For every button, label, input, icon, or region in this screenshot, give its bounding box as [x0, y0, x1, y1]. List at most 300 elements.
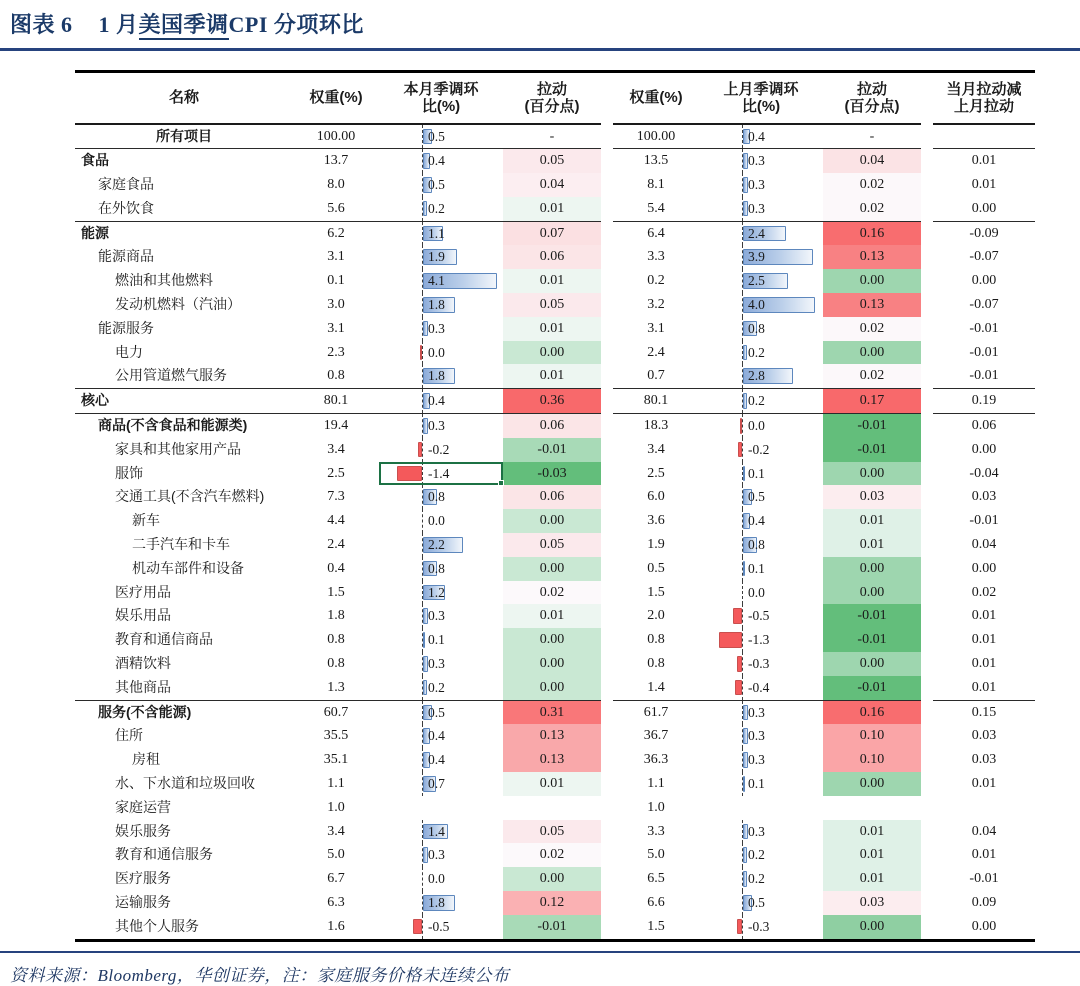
table-row: [75, 414, 1035, 438]
table-row: [75, 604, 1035, 628]
mom-bar-cell: [699, 581, 823, 605]
source-note: 资料来源：Bloomberg，华创证券，注：家庭服务价格未连续公布: [10, 966, 510, 986]
mom-value-label: 0.3: [748, 200, 765, 216]
title-divider-rule: [0, 48, 1080, 51]
item-name: 能源: [81, 224, 109, 241]
mom-value-label: 1.8: [428, 368, 445, 384]
pull-current-cell: 0.00: [503, 628, 601, 652]
item-name: 其他商品: [115, 678, 171, 695]
weight-current-cell: 3.4: [327, 823, 345, 839]
name-cell: [75, 485, 293, 509]
name-cell: [75, 557, 293, 581]
column-group-gap: [601, 652, 613, 676]
weight-current-cell: 4.4: [327, 513, 345, 529]
table-row: [75, 724, 1035, 748]
mom-bar-cell: [379, 748, 503, 772]
mom-value-label: 4.1: [428, 273, 445, 289]
name-cell: [75, 604, 293, 628]
item-name: 商品(不含食品和能源类): [98, 417, 248, 434]
mom-value-label: 0.4: [428, 728, 445, 744]
pull-diff-cell: -0.01: [933, 364, 1035, 388]
weight-current-cell: 3.4: [327, 441, 345, 457]
mom-bar-cell: [379, 772, 503, 796]
name-cell: [75, 796, 293, 820]
mom-value-label: -0.5: [428, 918, 450, 934]
positive-data-bar: [743, 345, 747, 361]
weight-prior-cell: 100.00: [613, 124, 699, 149]
pull-diff-cell: 0.01: [971, 847, 997, 863]
header-row: [75, 72, 1035, 124]
negative-data-bar: [420, 345, 422, 361]
column-group-gap: [601, 317, 613, 341]
item-name: 核心: [81, 392, 109, 409]
weight-prior-cell: 2.0: [647, 608, 665, 624]
column-group-gap: [601, 197, 613, 221]
mom-value-label: 0.2: [748, 344, 765, 360]
item-name: 二手汽车和卡车: [132, 536, 230, 553]
mom-bar-cell: [379, 700, 503, 724]
column-group-gap: [921, 891, 933, 915]
pull-diff-cell: -0.01: [969, 871, 999, 887]
mom-bar-cell: [379, 843, 503, 867]
table-row: [75, 700, 1035, 724]
pull-diff-cell: 0.00: [971, 441, 997, 457]
pull-diff-cell: 0.04: [971, 537, 997, 553]
pull-diff-cell: 0.03: [971, 752, 997, 768]
mom-value-label: 0.0: [428, 344, 445, 360]
pull-diff-cell: 0.01: [971, 177, 997, 193]
pull-prior-cell: [823, 796, 921, 820]
table-row: [75, 652, 1035, 676]
mom-value-label: 0.2: [748, 393, 765, 409]
name-cell: [75, 197, 293, 221]
pull-current-cell: 0.12: [503, 891, 601, 915]
name-cell: [75, 867, 293, 891]
name-cell: [75, 915, 293, 940]
name-cell: [75, 317, 293, 341]
column-group-gap: [921, 221, 933, 245]
pull-diff-cell: -0.07: [969, 297, 999, 313]
name-cell: [75, 364, 293, 388]
column-group-gap: [601, 173, 613, 197]
weight-current-cell: 0.8: [327, 656, 345, 672]
weight-prior-cell: 0.2: [647, 273, 665, 289]
mom-bar-cell: [699, 269, 823, 293]
mom-value-label: 0.1: [748, 776, 765, 792]
column-group-gap: [921, 604, 933, 628]
mom-value-label: 0.4: [748, 513, 765, 529]
pull-current-cell: [503, 796, 601, 820]
mom-bar-cell: [379, 317, 503, 341]
name-cell: [75, 652, 293, 676]
pull-prior-cell: -0.01: [823, 438, 921, 462]
pull-current-cell: 0.36: [503, 389, 601, 414]
mom-value-label: 0.8: [428, 560, 445, 576]
name-cell: [75, 389, 293, 414]
col-header-name: 名称: [75, 72, 293, 124]
pull-diff-cell: 0.03: [971, 489, 997, 505]
column-group-gap: [921, 867, 933, 891]
mom-bar-cell: [379, 867, 503, 891]
column-group-gap: [601, 772, 613, 796]
name-cell: [75, 676, 293, 700]
mom-bar-cell: [699, 124, 823, 149]
pull-diff-cell: 0.01: [971, 632, 997, 648]
name-cell: [75, 124, 293, 149]
weight-current-cell: 100.00: [293, 124, 379, 149]
name-cell: [75, 628, 293, 652]
name-cell: [75, 438, 293, 462]
weight-prior-cell: 36.7: [643, 728, 669, 744]
mom-value-label: -0.5: [748, 608, 770, 624]
mom-value-label: 0.3: [428, 320, 445, 336]
weight-prior-cell: 0.8: [647, 656, 665, 672]
zero-axis-line: [742, 438, 743, 462]
item-name: 娱乐用品: [115, 607, 171, 624]
table-row: [75, 221, 1035, 245]
item-name: 服饰: [115, 464, 143, 481]
weight-prior-cell: 5.0: [647, 847, 665, 863]
pull-current-cell: 0.31: [503, 700, 601, 724]
column-group-gap: [921, 533, 933, 557]
mom-bar-cell: [699, 652, 823, 676]
column-group-gap: [921, 462, 933, 486]
pull-diff-cell: 0.01: [933, 676, 1035, 700]
mom-value-label: 0.0: [428, 871, 445, 887]
mom-value-label: 0.4: [748, 128, 765, 144]
pull-diff-cell: -0.09: [969, 225, 999, 241]
mom-bar-cell: [379, 796, 503, 820]
pull-current-cell: 0.00: [503, 676, 601, 700]
pull-current-cell: 0.01: [503, 317, 601, 341]
excel-selection-border: [379, 462, 503, 486]
zero-axis-line: [742, 652, 743, 676]
table-row: [75, 245, 1035, 269]
column-group-gap: [601, 509, 613, 533]
weight-prior-cell: 3.6: [647, 513, 665, 529]
column-group-gap: [921, 245, 933, 269]
table-row: [75, 269, 1035, 293]
column-group-gap: [601, 843, 613, 867]
column-group-gap: [601, 149, 613, 173]
item-name: 家庭食品: [98, 176, 154, 193]
positive-data-bar: [743, 561, 745, 577]
table-row: [75, 533, 1035, 557]
negative-data-bar: [418, 442, 422, 458]
mom-bar-cell: [379, 485, 503, 509]
mom-value-label: 0.5: [748, 489, 765, 505]
table-row: [75, 389, 1035, 414]
pull-current-cell: 0.07: [503, 221, 601, 245]
mom-bar-cell: [699, 557, 823, 581]
mom-bar-cell: [699, 628, 823, 652]
mom-value-label: 1.9: [428, 249, 445, 265]
item-name: 能源商品: [98, 248, 154, 265]
weight-current-cell: 3.1: [327, 320, 345, 336]
mom-bar-cell: [699, 772, 823, 796]
mom-bar-cell: [379, 915, 503, 940]
mom-bar-cell: [699, 533, 823, 557]
weight-current-cell: 13.7: [323, 153, 349, 169]
mom-value-label: 0.1: [748, 465, 765, 481]
weight-current-cell: 1.1: [327, 776, 345, 792]
item-name: 电力: [115, 343, 143, 360]
pull-current-cell: 0.00: [503, 341, 601, 365]
weight-current-cell: 0.1: [327, 273, 345, 289]
weight-current-cell: 2.5: [327, 465, 345, 481]
weight-prior-cell: 6.0: [647, 489, 665, 505]
pull-prior-cell: 0.00: [823, 557, 921, 581]
mom-value-label: 0.3: [748, 177, 765, 193]
name-cell: [75, 293, 293, 317]
column-group-gap: [921, 317, 933, 341]
pull-diff-cell: 0.06: [971, 418, 997, 434]
column-group-gap: [921, 676, 933, 700]
pull-current-cell: -0.01: [503, 438, 601, 462]
pull-diff-cell: 0.02: [971, 584, 997, 600]
table-row: [75, 341, 1035, 365]
table-row: [75, 509, 1035, 533]
weight-current-cell: 8.0: [327, 177, 345, 193]
weight-prior-cell: 13.5: [643, 153, 669, 169]
pull-prior-cell: 0.00: [823, 341, 921, 365]
zero-axis-line: [422, 438, 423, 462]
pull-prior-cell: 0.01: [823, 867, 921, 891]
title-underlined: 美国季调: [139, 12, 229, 40]
zero-axis-line: [422, 867, 423, 891]
weight-current-cell: 7.3: [327, 489, 345, 505]
pull-prior-cell: 0.00: [823, 652, 921, 676]
item-name: 医疗服务: [115, 870, 171, 887]
mom-bar-cell: [699, 509, 823, 533]
pull-prior-cell: 0.10: [823, 724, 921, 748]
column-group-gap: [601, 915, 613, 940]
column-group-gap: [921, 700, 933, 724]
pull-prior-cell: 0.02: [823, 317, 921, 341]
mom-value-label: 0.2: [748, 871, 765, 887]
item-name: 运输服务: [115, 894, 171, 910]
pull-prior-cell: 0.01: [823, 820, 921, 844]
pull-current-cell: -0.03: [503, 462, 601, 486]
pull-current-cell: 0.02: [503, 843, 601, 867]
mom-bar-cell: [379, 891, 503, 915]
mom-value-label: 0.5: [428, 128, 445, 144]
pull-current-cell: 0.05: [503, 293, 601, 317]
table-row: [75, 843, 1035, 867]
name-cell: [75, 462, 293, 486]
pull-diff-cell: 0.01: [971, 776, 997, 792]
weight-current-cell: 35.1: [323, 752, 349, 768]
pull-diff-cell: -0.01: [969, 513, 999, 529]
pull-diff-cell: [933, 796, 1035, 820]
col-header-weight-prior: 权重(%): [613, 72, 699, 124]
pull-current-cell: 0.13: [503, 724, 601, 748]
weight-current-cell: 0.8: [293, 364, 379, 388]
pull-prior-cell: 0.00: [823, 269, 921, 293]
column-group-gap: [601, 796, 613, 820]
mom-bar-cell: [379, 652, 503, 676]
name-cell: [75, 269, 293, 293]
item-name: 公用管道燃气服务: [115, 367, 227, 384]
mom-bar-cell: [699, 245, 823, 269]
table-row: [75, 197, 1035, 221]
zero-axis-line: [422, 341, 423, 365]
item-name: 家具和其他家用产品: [115, 440, 241, 457]
mom-bar-cell: [379, 364, 503, 388]
mom-value-label: 0.1: [748, 560, 765, 576]
column-group-gap: [921, 197, 933, 221]
mom-value-label: 3.9: [748, 249, 765, 265]
mom-value-label: 0.0: [428, 513, 445, 529]
pull-prior-cell: 0.13: [823, 293, 921, 317]
mom-value-label: 0.3: [748, 823, 765, 839]
positive-data-bar: [423, 632, 425, 648]
mom-value-label: 0.8: [748, 537, 765, 553]
column-group-gap: [601, 533, 613, 557]
pull-current-cell: 0.05: [503, 533, 601, 557]
column-group-gap: [921, 72, 933, 124]
pull-prior-cell: 0.16: [823, 221, 921, 245]
selection-fill-handle: [498, 480, 504, 486]
mom-bar-cell: [379, 438, 503, 462]
table-row: [75, 628, 1035, 652]
table-row: [75, 438, 1035, 462]
table-row: [75, 317, 1035, 341]
pull-current-cell: 0.06: [503, 414, 601, 438]
mom-value-label: 0.3: [748, 728, 765, 744]
weight-prior-cell: 6.6: [647, 895, 665, 910]
mom-bar-cell: [699, 341, 823, 365]
pull-current-cell: 0.04: [503, 173, 601, 197]
mom-bar-cell: [699, 915, 823, 940]
mom-value-label: -0.4: [748, 679, 770, 695]
item-name: 房租: [132, 751, 160, 768]
mom-value-label: 0.4: [428, 153, 445, 169]
weight-current-cell: 6.7: [327, 871, 345, 887]
negative-data-bar: [719, 632, 742, 648]
weight-prior-cell: 1.9: [647, 537, 665, 553]
table-row: [75, 676, 1035, 700]
weight-current-cell: 3.1: [327, 249, 345, 265]
zero-axis-line: [422, 915, 423, 939]
weight-current-cell: 60.7: [323, 704, 349, 720]
table-row: [75, 748, 1035, 772]
pull-diff-cell: -0.01: [969, 320, 999, 336]
mom-bar-cell: [379, 414, 503, 438]
pull-prior-cell: -0.01: [823, 628, 921, 652]
column-group-gap: [921, 724, 933, 748]
weight-prior-cell: 36.3: [643, 752, 669, 768]
column-group-gap: [921, 748, 933, 772]
item-name: 所有项目: [156, 127, 212, 144]
column-group-gap: [921, 652, 933, 676]
mom-bar-cell: [699, 700, 823, 724]
weight-prior-cell: 3.3: [647, 249, 665, 265]
title-pre: 1 月: [98, 12, 139, 37]
table-row: [75, 867, 1035, 891]
mom-value-label: 0.8: [748, 320, 765, 336]
pull-current-cell: 0.01: [503, 197, 601, 221]
mom-bar-cell: [699, 149, 823, 173]
negative-data-bar: [740, 418, 742, 434]
table-row: [75, 891, 1035, 915]
pull-current-cell: 0.00: [503, 652, 601, 676]
pull-diff-cell: 0.03: [971, 728, 997, 744]
mom-bar-cell: [699, 748, 823, 772]
item-name: 医疗用品: [115, 583, 171, 600]
item-name: 家庭运营: [115, 798, 171, 815]
table-row: [75, 796, 1035, 820]
pull-current-cell: 0.01: [503, 269, 601, 293]
column-group-gap: [921, 414, 933, 438]
negative-data-bar: [735, 680, 742, 696]
weight-prior-cell: 1.1: [647, 776, 665, 792]
weight-prior-cell: 1.5: [647, 918, 665, 934]
mom-bar-cell: [379, 124, 503, 149]
weight-current-cell: 19.4: [323, 418, 349, 434]
mom-bar-cell: [379, 269, 503, 293]
column-group-gap: [601, 724, 613, 748]
name-cell: [75, 724, 293, 748]
mom-bar-cell: [379, 462, 503, 486]
item-name: 燃油和其他燃料: [115, 272, 213, 289]
weight-current-cell: 1.8: [327, 608, 345, 624]
column-group-gap: [601, 748, 613, 772]
column-group-gap: [921, 438, 933, 462]
col-header-pull-prior: 拉动 (百分点): [823, 72, 921, 124]
pull-prior-cell: 0.01: [823, 509, 921, 533]
column-group-gap: [601, 604, 613, 628]
column-group-gap: [601, 820, 613, 844]
weight-current-cell: 6.2: [327, 225, 345, 241]
mom-value-label: 0.0: [748, 584, 765, 600]
mom-value-label: 0.3: [428, 608, 445, 624]
column-group-gap: [601, 269, 613, 293]
zero-axis-line: [742, 628, 743, 652]
mom-value-label: 0.3: [748, 704, 765, 720]
pull-current-cell: 0.13: [503, 748, 601, 772]
mom-value-label: 0.4: [428, 393, 445, 409]
mom-value-label: 1.2: [428, 584, 445, 600]
mom-bar-cell: [379, 293, 503, 317]
mom-bar-cell: [699, 364, 823, 388]
table-row: [75, 820, 1035, 844]
mom-bar-cell: [379, 604, 503, 628]
mom-value-label: 0.3: [428, 847, 445, 863]
column-group-gap: [601, 628, 613, 652]
mom-bar-cell: [379, 341, 503, 365]
weight-current-cell: 6.3: [327, 895, 345, 910]
column-group-gap: [601, 891, 613, 915]
column-group-gap: [921, 772, 933, 796]
column-group-gap: [601, 676, 613, 700]
item-name: 食品: [81, 152, 109, 169]
pull-prior-cell: 0.00: [823, 915, 921, 940]
weight-prior-cell: 61.7: [643, 704, 669, 720]
pull-diff-cell: 0.00: [971, 273, 997, 289]
table-row: [75, 772, 1035, 796]
table-row: [75, 581, 1035, 605]
mom-bar-cell: [699, 293, 823, 317]
pull-diff-cell: 0.01: [971, 153, 997, 169]
table-row: [75, 124, 1035, 149]
mom-value-label: 0.5: [428, 704, 445, 720]
pull-prior-cell: 0.01: [823, 843, 921, 867]
weight-prior-cell: 3.4: [647, 441, 665, 457]
negative-data-bar: [738, 442, 742, 458]
item-name: 娱乐服务: [115, 822, 171, 839]
weight-current-cell: 1.6: [327, 918, 345, 934]
